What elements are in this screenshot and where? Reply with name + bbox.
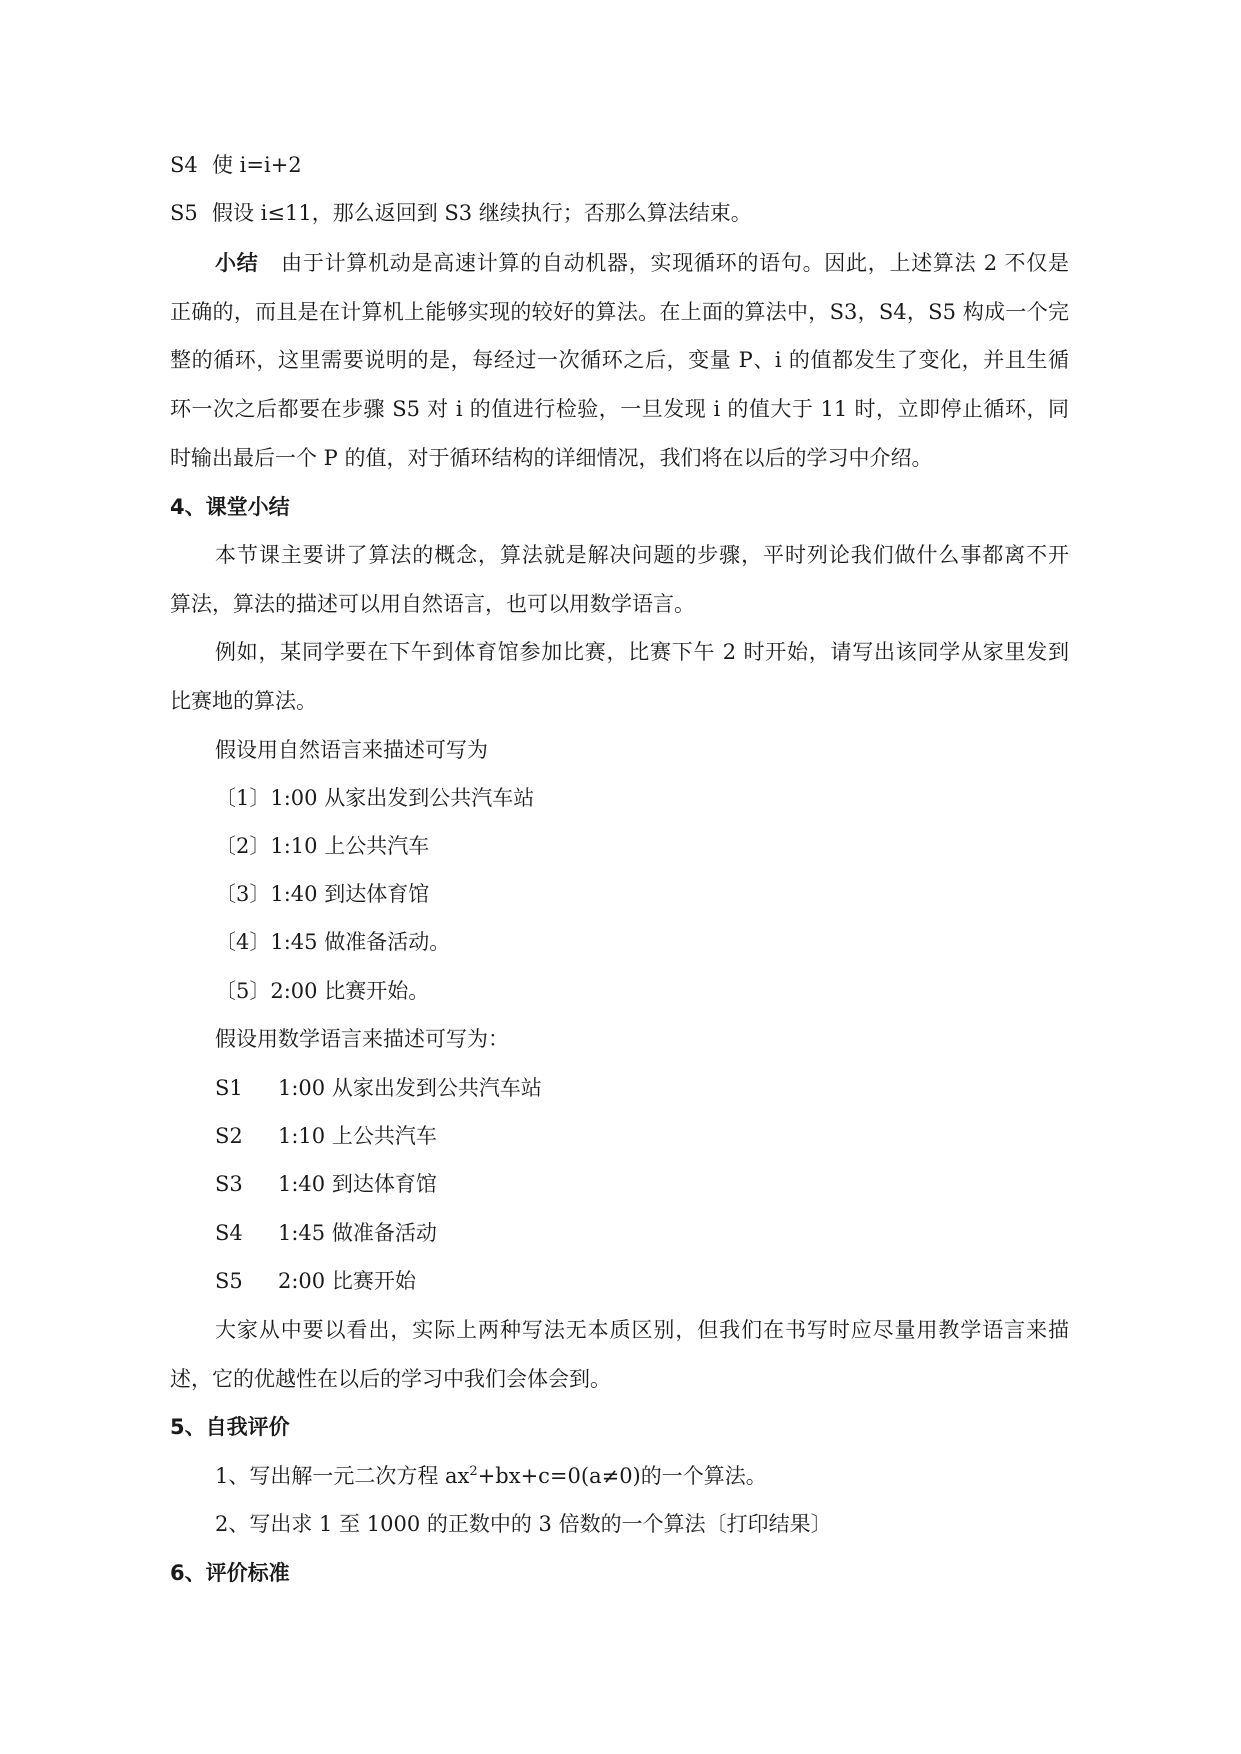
step-label: S4 xyxy=(170,153,198,177)
step-label: S5 xyxy=(170,201,198,225)
exercise-item: 1、写出解一元二次方程 $ax^2+bx+c=0(a\ne 0)$的一个算法。 xyxy=(215,1464,767,1488)
summary-heading: 小结 xyxy=(215,251,259,275)
step-text: 使 i=i+2 xyxy=(212,153,302,177)
step-s5-line xyxy=(170,198,1241,228)
paragraph-line: 假设用自然语言来描述可写为 xyxy=(215,738,488,762)
summary-paragraph-line: 环一次之后都要在步骤 S5 对 i 的值进行检验，一旦发现 i 的值大于 11 时，立即停止循环，同 xyxy=(170,397,1069,421)
summary-paragraph-line: 时输出最后一个 P 的值，对于循环结构的详细情况，我们将在以后的学习中介绍。 xyxy=(170,446,933,470)
step-text: 2:00 比赛开始 xyxy=(278,1269,416,1293)
step-text: 1:40 到达体育馆 xyxy=(278,1172,437,1196)
paragraph-line: 假设用数学语言来描述可写为： xyxy=(215,1027,509,1051)
paragraph-line: 例如，某同学要在下午到体育馆参加比赛，比赛下午 2 时开始，请写出该同学从家里发到 xyxy=(215,640,1069,664)
list-item xyxy=(215,1073,1241,1103)
paragraph-line: 比赛地的算法。 xyxy=(170,689,317,713)
list-item xyxy=(215,1266,1241,1296)
paragraph-line: 述，它的优越性在以后的学习中我们会体会到。 xyxy=(170,1367,611,1391)
step-label: S5 xyxy=(215,1269,243,1293)
step-text: 1:45 做准备活动 xyxy=(278,1221,437,1245)
paragraph-line: 本节课主要讲了算法的概念，算法就是解决问题的步骤，平时列论我们做什么事都离不开 xyxy=(215,543,1069,567)
paragraph-line: 算法，算法的描述可以用自然语言，也可以用数学语言。 xyxy=(170,592,695,616)
summary-paragraph-line: 正确的，而且是在计算机上能够实现的较好的算法。在上面的算法中，S3，S4，S5 构成一个完 xyxy=(170,300,1069,324)
step-label: S4 xyxy=(215,1221,243,1245)
step-text: 假设 i≤11，那么返回到 S3 继续执行；否那么算法结束。 xyxy=(212,201,752,225)
list-item: 〔1〕1:00 从家出发到公共汽车站 xyxy=(215,786,535,810)
list-item: 〔5〕2:00 比赛开始。 xyxy=(215,979,430,1003)
paragraph-line: 大家从中要以看出，实际上两种写法无本质区别，但我们在书写时应尽量用教学语言来描 xyxy=(215,1318,1069,1342)
list-item xyxy=(215,1169,1241,1199)
step-label: S1 xyxy=(215,1076,243,1100)
list-item: 〔2〕1:10 上公共汽车 xyxy=(215,834,430,858)
step-text: 1:10 上公共汽车 xyxy=(278,1124,437,1148)
step-s4-line xyxy=(170,150,1241,180)
summary-paragraph-line: 小结 由于计算机动是高速计算的自动机器，实现循环的语句。因此，上述算法 2 不仅是 xyxy=(215,251,1069,275)
section-heading-4: 4、课堂小结 xyxy=(170,495,290,519)
step-label: S3 xyxy=(215,1172,243,1196)
section-heading-6: 6、评价标准 xyxy=(170,1561,290,1585)
exercise-item: 2、写出求 1 至 1000 的正数中的 3 倍数的一个算法〔打印结果〕 xyxy=(215,1512,832,1536)
list-item xyxy=(215,1218,1241,1248)
section-heading-5: 5、自我评价 xyxy=(170,1415,290,1439)
step-label: S2 xyxy=(215,1124,243,1148)
step-text: 1:00 从家出发到公共汽车站 xyxy=(278,1076,542,1100)
list-item xyxy=(215,1121,1241,1151)
list-item: 〔4〕1:45 做准备活动。 xyxy=(215,930,451,954)
summary-paragraph-line: 整的循环，这里需要说明的是，每经过一次循环之后，变量 P、i 的值都发生了变化，并且生循 xyxy=(170,348,1069,372)
list-item: 〔3〕1:40 到达体育馆 xyxy=(215,882,430,906)
